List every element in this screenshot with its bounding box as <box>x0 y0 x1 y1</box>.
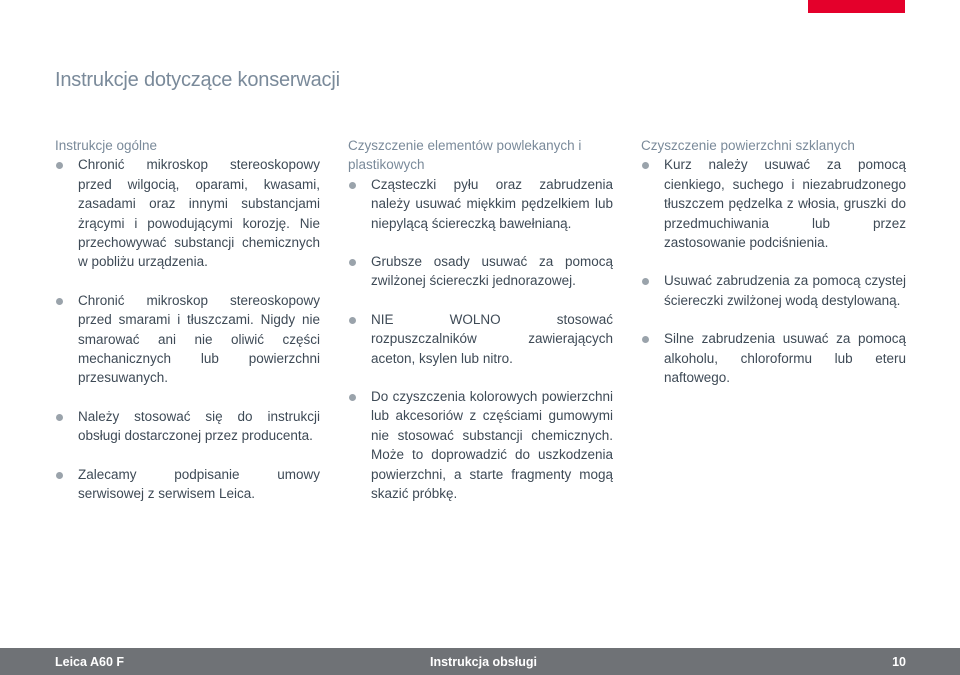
list-item-text: Chronić mikroskop stereoskopowy przed wilgocią, oparami, kwasami, zasadami oraz innymi substancjami żrącymi i powodującymi korozję. Nie przechowywać substancji chemicznych w pobliżu urządzenia. <box>78 157 320 270</box>
footer-page-number: 10 <box>892 655 906 669</box>
list-item <box>641 155 906 252</box>
page-footer <box>0 648 960 675</box>
bullet-icon <box>56 414 63 421</box>
list-item-text: Usuwać zabrudzenia za pomocą czystej ściereczki zwilżonej wodą destylowaną. <box>664 273 906 308</box>
list-item <box>348 387 613 503</box>
list-item-text: Chronić mikroskop stereoskopowy przed smarami i tłuszczami. Nigdy nie smarować ani nie oliwić części mechanicznych lub powierzchni przesuwanych. <box>78 292 320 386</box>
list-item <box>55 407 320 446</box>
list-item-text: Należy stosować się do instrukcji obsługi dostarczonej przez producenta. <box>78 408 320 444</box>
list-item <box>348 175 613 233</box>
footer-product: Leica A60 F <box>55 655 125 669</box>
bullet-icon <box>349 317 356 324</box>
bullet-icon <box>56 162 63 169</box>
list-item <box>55 155 320 271</box>
header-accent-bar <box>808 0 905 13</box>
footer-document-title: Instrukcja obsługi <box>430 655 537 669</box>
section-heading: Instrukcje ogólne <box>55 138 158 153</box>
bullet-icon <box>642 336 649 343</box>
list-item-text: Grubsze osady usuwać za pomocą zwilżonej ściereczki jednorazowej. <box>371 254 613 289</box>
section-heading: Czyszczenie powierzchni szklanych <box>641 138 855 153</box>
bullet-icon <box>349 259 356 266</box>
list-item <box>641 329 906 387</box>
list-item-text: Cząsteczki pyłu oraz zabrudzenia należy usuwać miękkim pędzelkiem lub niepylącą ściereczką bawełnianą. <box>371 176 613 231</box>
column-glass-cleaning <box>641 136 906 387</box>
bullet-icon <box>349 182 356 189</box>
bullet-icon <box>56 298 63 305</box>
list-item <box>55 291 320 388</box>
list-item-text: Kurz należy usuwać za pomocą cienkiego, suchego i niezabrudzonego tłuszczem pędzelka z włosia, gruszki do przedmuchiwania lub przez zastosowanie podciśnienia. <box>664 157 906 251</box>
list-item <box>348 310 613 368</box>
bullet-icon <box>56 472 63 479</box>
list-item-text: NIE WOLNO stosować rozpuszczalników zawierających aceton, ksylen lub nitro. <box>371 311 613 366</box>
list-item <box>641 271 906 310</box>
section-heading: Czyszczenie elementów powlekanych i plastikowych <box>348 138 582 173</box>
page-title: Instrukcje dotyczące konserwacji <box>55 69 340 92</box>
list-item-text: Zalecamy podpisanie umowy serwisowej z serwisem Leica. <box>78 466 320 502</box>
list-item <box>348 252 613 291</box>
list-item-text: Silne zabrudzenia usuwać za pomocą alkoholu, chloroformu lub eteru naftowego. <box>664 331 906 386</box>
column-general-instructions <box>55 136 320 504</box>
bullet-icon <box>642 278 649 285</box>
list-item-text: Do czyszczenia kolorowych powierzchni lub akcesoriów z częściami gumowymi nie stosować substancji chemicznych. Może to doprowadzić do uszkodzenia powierzchni, a starte fragmenty mogą skazić próbkę. <box>371 389 613 502</box>
column-coated-plastic-cleaning <box>348 136 613 504</box>
bullet-icon <box>349 394 356 401</box>
bullet-icon <box>642 162 649 169</box>
list-item <box>55 465 320 504</box>
